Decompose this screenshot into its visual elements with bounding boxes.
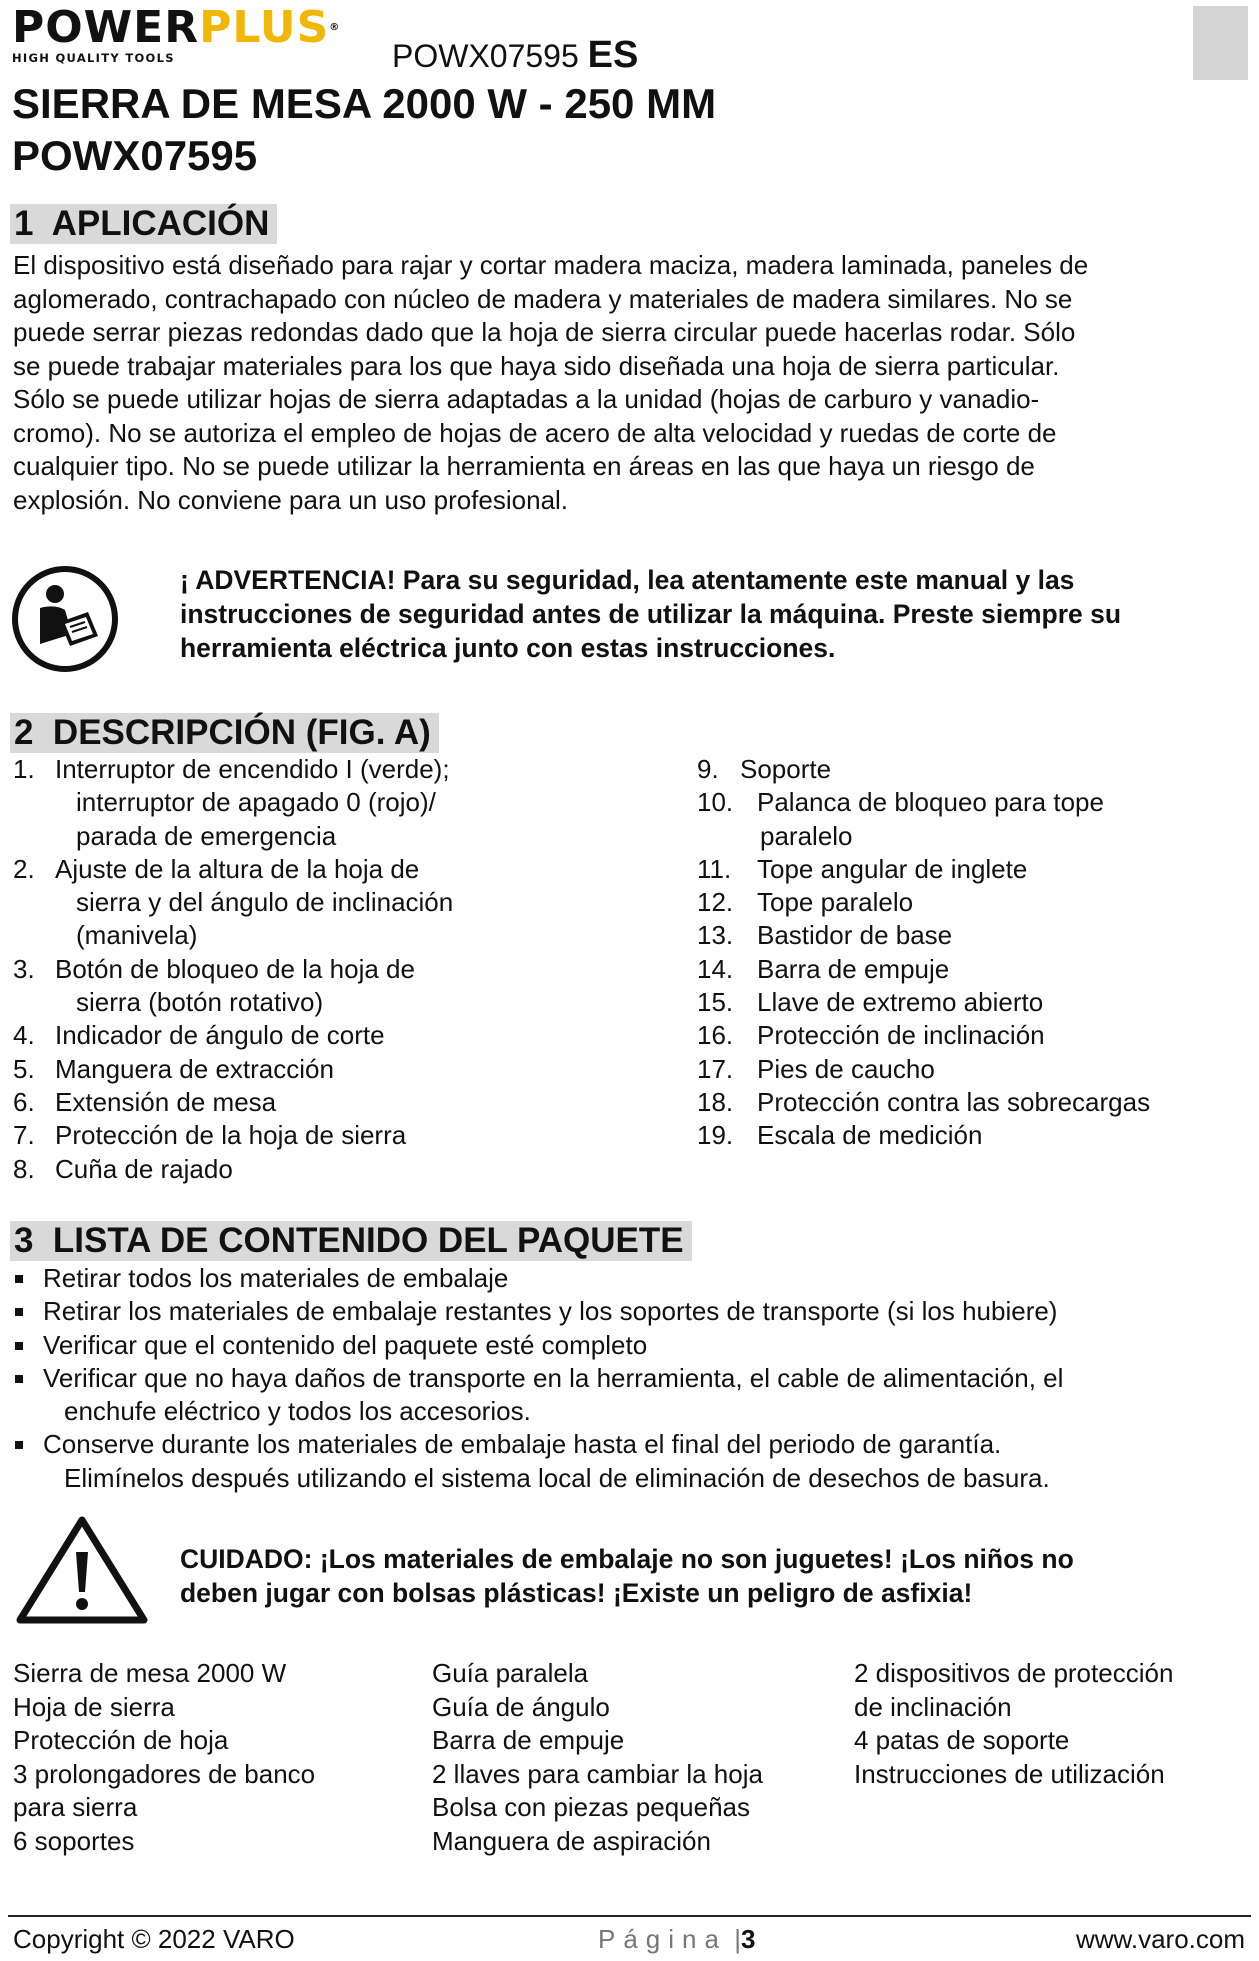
- registered-mark: ®: [329, 22, 341, 33]
- page-number: 3: [740, 1924, 756, 1954]
- list-item: [697, 1019, 1252, 1052]
- list-item: [13, 1329, 1253, 1362]
- item-line: interruptor de apagado 0 (rojo)/: [76, 787, 436, 818]
- list-item: [13, 953, 673, 1020]
- contents-item: para sierra: [13, 1792, 138, 1822]
- corner-grey-box: [1193, 6, 1248, 80]
- item-line: Manguera de extracción: [55, 1053, 334, 1084]
- item-line: Indicador de ángulo de corte: [55, 1020, 385, 1051]
- warning-line: instrucciones de seguridad antes de utilizar la máquina. Preste siempre su: [180, 599, 1122, 629]
- page-separator: |: [734, 1924, 741, 1954]
- bullet-icon: [15, 1375, 23, 1383]
- body-line: aglomerado, contrachapado con núcleo de madera y materiales de madera similares. No se: [13, 283, 1073, 314]
- item-line: Bastidor de base: [757, 920, 953, 951]
- item-line: Llave de extremo abierto: [757, 987, 1044, 1018]
- item-line: parada de emergencia: [76, 820, 337, 851]
- contents-item: Bolsa con piezas pequeñas: [432, 1792, 751, 1822]
- section-3-heading: 3 LISTA DE CONTENIDO DEL PAQUETE: [10, 1221, 692, 1261]
- item-number: 4.: [13, 1020, 35, 1051]
- item-number: 10.: [697, 787, 734, 818]
- list-item: [697, 1119, 1252, 1152]
- caution-line: deben jugar con bolsas plásticas! ¡Existe un peligro de asfixia!: [180, 1578, 973, 1608]
- model-code: POWX07595: [392, 38, 579, 74]
- bullet-icon: [15, 1308, 23, 1316]
- read-manual-icon: [10, 564, 120, 674]
- item-number: 15.: [697, 987, 734, 1018]
- list-item: [697, 853, 1252, 886]
- item-number: 7.: [13, 1120, 35, 1151]
- item-number: 13.: [697, 920, 734, 951]
- contents-item: Hoja de sierra: [13, 1691, 175, 1722]
- bullet-icon: [15, 1441, 23, 1449]
- caution-line: CUIDADO: ¡Los materiales de embalaje no son juguetes! ¡Los niños no: [180, 1544, 1074, 1574]
- body-line: se puede trabajar materiales para los que haya sido diseñada una hoja de sierra particular.: [13, 350, 1060, 381]
- contents-item: Manguera de aspiración: [432, 1825, 711, 1856]
- item-number: 5.: [13, 1053, 35, 1084]
- contents-item: 3 prolongadores de banco: [13, 1758, 316, 1789]
- item-number: 9.: [697, 754, 719, 784]
- item-line: sierra (botón rotativo): [76, 987, 324, 1018]
- contents-item: Guía de ángulo: [432, 1691, 610, 1722]
- body-line: puede serrar piezas redondas dado que la hoja de sierra circular puede hacerlas rodar. Sólo: [13, 317, 1076, 347]
- contents-item: 4 patas de soporte: [854, 1725, 1070, 1755]
- list-item: [13, 1362, 1253, 1429]
- contents-item: Sierra de mesa 2000 W: [13, 1658, 287, 1688]
- item-line: Retirar los materiales de embalaje restantes y los soportes de transporte (si los hubiere): [43, 1296, 1058, 1327]
- contents-item: Protección de hoja: [13, 1725, 229, 1755]
- section-2-heading: 2 DESCRIPCIÓN (FIG. A): [10, 713, 439, 753]
- list-item: [13, 1295, 1253, 1328]
- item-number: 17.: [697, 1053, 734, 1084]
- list-item: [697, 786, 1252, 853]
- description-list-right: [697, 753, 1252, 1153]
- item-line: Retirar todos los materiales de embalaje: [43, 1263, 509, 1293]
- warning-line: ¡ ADVERTENCIA! Para su seguridad, lea atentamente este manual y las: [180, 565, 1075, 595]
- item-line: Cuña de rajado: [55, 1153, 233, 1184]
- item-line: Protección de inclinación: [757, 1020, 1045, 1051]
- item-line: Tope paralelo: [757, 887, 914, 918]
- item-number: 3.: [13, 953, 35, 984]
- item-line: Botón de bloqueo de la hoja de: [55, 953, 415, 984]
- brand-logo: [12, 2, 341, 65]
- page-label: Página: [598, 1924, 727, 1954]
- list-item: [697, 986, 1252, 1019]
- body-line: El dispositivo está diseñado para rajar y cortar madera maciza, madera laminada, paneles de: [13, 250, 1089, 280]
- contents-item: 2 dispositivos de protección: [854, 1658, 1174, 1688]
- item-line: Protección de la hoja de sierra: [55, 1120, 407, 1151]
- warning-line: herramienta eléctrica junto con estas instrucciones.: [180, 633, 836, 663]
- item-number: 18.: [697, 1086, 734, 1117]
- contents-item: Instrucciones de utilización: [854, 1758, 1165, 1789]
- contents-column-3: [854, 1657, 1254, 1791]
- list-item: [13, 853, 673, 953]
- brand-part1: POWER: [12, 2, 200, 53]
- list-item: [13, 1119, 673, 1152]
- list-item: [13, 1019, 673, 1052]
- body-line: explosión. No conviene para un uso profesional.: [13, 484, 569, 515]
- item-line: Soporte: [740, 754, 832, 784]
- item-line: Palanca de bloqueo para tope: [757, 787, 1104, 818]
- contents-column-1: [13, 1657, 413, 1858]
- list-item: [697, 886, 1252, 919]
- item-line: Protección contra las sobrecargas: [757, 1086, 1151, 1117]
- contents-item: 2 llaves para cambiar la hoja: [432, 1758, 763, 1789]
- item-line: Pies de caucho: [757, 1053, 935, 1084]
- item-line: Elimínelos después utilizando el sistema local de eliminación de desechos de basura.: [64, 1462, 1050, 1493]
- item-number: 11.: [697, 853, 732, 884]
- description-list-left: [13, 753, 673, 1186]
- item-number: 14.: [697, 953, 734, 984]
- footer-website[interactable]: www.varo.com: [1075, 1924, 1245, 1954]
- item-line: Interruptor de encendido I (verde);: [55, 754, 450, 784]
- contents-item: 6 soportes: [13, 1825, 135, 1856]
- list-item: [13, 1262, 1253, 1295]
- footer-divider: [8, 1915, 1251, 1917]
- item-line: enchufe eléctrico y todos los accesorios.: [64, 1396, 531, 1427]
- list-item: [697, 1086, 1252, 1119]
- title-line-1: SIERRA DE MESA 2000 W - 250 MM: [12, 80, 717, 127]
- model-language-header: [392, 34, 638, 77]
- brand-part2: PLUS: [199, 2, 330, 53]
- contents-item: de inclinación: [854, 1691, 1012, 1722]
- item-number: 1.: [13, 754, 35, 784]
- body-line: cromo). No se autoriza el empleo de hojas de acero de alta velocidad y ruedas de corte de: [13, 417, 1057, 448]
- contents-item: Barra de empuje: [432, 1725, 625, 1755]
- item-number: 19.: [697, 1120, 734, 1151]
- item-line: Extensión de mesa: [55, 1086, 277, 1117]
- contents-column-2: [432, 1657, 842, 1858]
- item-line: Conserve durante los materiales de embalaje hasta el final del periodo de garantía.: [43, 1429, 1002, 1460]
- list-item: [697, 919, 1252, 952]
- bullet-icon: [15, 1342, 23, 1350]
- list-item: [13, 1053, 673, 1086]
- list-item: [697, 953, 1252, 986]
- footer-copyright: Copyright © 2022 VARO: [13, 1924, 295, 1954]
- footer-page-indicator: [598, 1924, 755, 1954]
- language-code: ES: [587, 34, 639, 76]
- list-item: [13, 1086, 673, 1119]
- list-item: [13, 753, 673, 853]
- section-1-heading: 1 APLICACIÓN: [10, 204, 277, 244]
- item-line: Verificar que el contenido del paquete esté completo: [43, 1329, 648, 1360]
- item-number: 8.: [13, 1153, 35, 1184]
- item-line: (manivela): [76, 920, 198, 951]
- package-checklist: [13, 1262, 1253, 1495]
- section-1-body: [13, 249, 1253, 517]
- safety-warning: [180, 563, 1250, 665]
- item-line: Ajuste de la altura de la hoja de: [55, 853, 420, 884]
- list-item: [697, 1053, 1252, 1086]
- body-line: Sólo se puede utilizar hojas de sierra adaptadas a la unidad (hojas de carburo y vanadio-: [13, 384, 1040, 414]
- list-item: [13, 1428, 1253, 1495]
- item-line: paralelo: [760, 820, 853, 851]
- item-number: 6.: [13, 1086, 35, 1117]
- caution-warning: [180, 1542, 1250, 1610]
- item-line: sierra y del ángulo de inclinación: [76, 887, 454, 918]
- item-line: Barra de empuje: [757, 953, 950, 984]
- list-item: [13, 1153, 673, 1186]
- item-number: 2.: [13, 853, 35, 884]
- bullet-icon: [15, 1275, 23, 1283]
- list-item: [697, 753, 1252, 786]
- item-line: Escala de medición: [757, 1120, 983, 1151]
- item-line: Verificar que no haya daños de transporte en la herramienta, el cable de alimentación, el: [43, 1362, 1064, 1393]
- brand-wordmark: [12, 2, 341, 53]
- item-number: 16.: [697, 1020, 734, 1051]
- brand-tagline: HIGH QUALITY TOOLS: [12, 51, 175, 65]
- title-line-2: POWX07595: [12, 132, 258, 179]
- item-line: Tope angular de inglete: [757, 853, 1028, 884]
- page-title: [12, 78, 716, 182]
- contents-item: Guía paralela: [432, 1658, 589, 1688]
- body-line: cualquier tipo. No se puede utilizar la herramienta en áreas en las que haya un riesgo de: [13, 451, 1035, 481]
- item-number: 12.: [697, 887, 734, 918]
- caution-triangle-icon: [14, 1512, 150, 1626]
